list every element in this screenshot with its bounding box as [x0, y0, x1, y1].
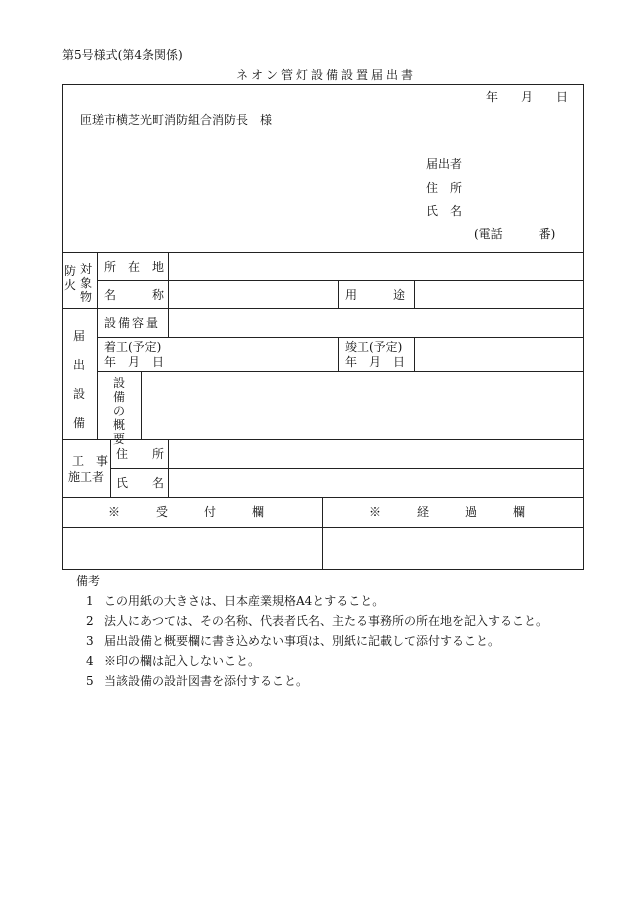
contractor-label-1: 工 事	[72, 454, 109, 468]
progress-header: ※ 経 過 欄	[369, 505, 526, 519]
start-label: 着工(予定)	[104, 340, 162, 354]
overview-label: 設備の概要	[112, 376, 125, 446]
date-day: 日	[556, 90, 569, 104]
form-number: 第5号様式(第4条関係)	[62, 48, 183, 62]
target-group-label-right: 対象物	[79, 262, 92, 304]
note-number: 4	[86, 654, 94, 668]
target-name-label: 名 称	[104, 288, 165, 302]
equipment-capacity-label: 設備容量	[104, 316, 161, 330]
target-use-label: 用 途	[345, 288, 406, 302]
note-text: この用紙の大きさは、日本産業規格A4とすること。	[104, 594, 385, 608]
note-number: 5	[86, 674, 94, 688]
date-month: 月	[521, 90, 534, 104]
reception-header: ※ 受 付 欄	[108, 505, 265, 519]
note-text: 当該設備の設計図書を添付すること。	[104, 674, 309, 688]
form-title: ネオン管灯設備設置届出書	[236, 68, 417, 82]
note-number: 3	[86, 634, 94, 648]
note-text: 届出設備と概要欄に書き込めない事項は、別紙に記載して添付すること。	[104, 634, 501, 648]
note-number: 2	[86, 614, 94, 628]
date-year: 年	[486, 90, 499, 104]
target-group-label-left: 防火	[63, 264, 76, 292]
applicant-address-label: 住 所	[426, 181, 463, 195]
end-date: 年 月 日	[345, 355, 406, 369]
note-text: ※印の欄は記入しないこと。	[104, 654, 261, 668]
end-label: 竣工(予定)	[345, 340, 403, 354]
contractor-address-label: 住 所	[116, 447, 165, 461]
contractor-label-2: 施工者	[68, 470, 105, 484]
note-number: 1	[86, 594, 94, 608]
addressee: 匝瑳市横芝光町消防組合消防長 様	[80, 113, 273, 127]
equipment-group-label: 届出設備	[72, 329, 85, 430]
start-date: 年 月 日	[104, 355, 165, 369]
notes-heading: 備考	[76, 574, 101, 588]
contractor-name-label: 氏 名	[116, 476, 165, 490]
target-location-label: 所 在 地	[104, 260, 165, 274]
applicant-name-label: 氏 名	[426, 204, 463, 218]
applicant-phone-label: (電話 番)	[474, 227, 556, 241]
note-text: 法人にあつては、その名称、代表者氏名、主たる事務所の所在地を記入すること。	[104, 614, 549, 628]
applicant-label: 届出者	[426, 157, 463, 171]
